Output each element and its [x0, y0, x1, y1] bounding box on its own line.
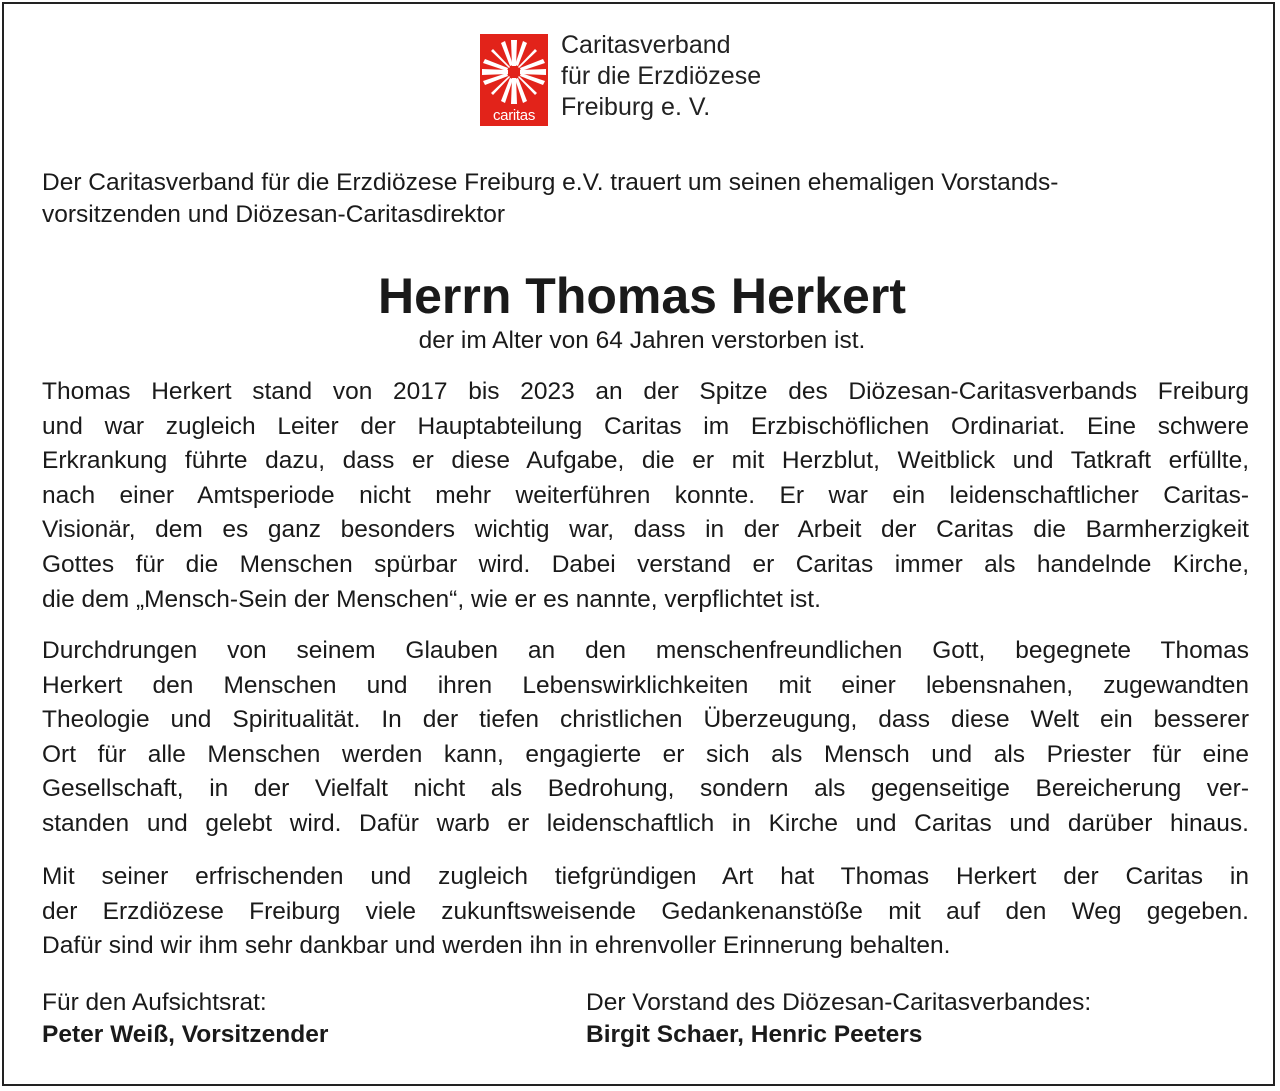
caritas-logo	[480, 34, 548, 126]
paragraph-line: nach einer Amtsperiode nicht mehr weiterführen konnte. Er war ein leidenschaftlicher Caritas-	[42, 481, 1249, 509]
intro-line: Der Caritasverband für die Erzdiözese Freiburg e.V. trauert um seinen ehemaligen Vorstands-	[42, 169, 1059, 196]
signature-role: Der Vorstand des Diözesan-Caritasverbandes:	[586, 989, 1092, 1016]
org-line: Caritasverband	[561, 31, 731, 59]
paragraph-line: Mit seiner erfrischenden und zugleich tiefgründigen Art hat Thomas Herkert der Caritas in	[42, 863, 1249, 890]
paragraph-line: Thomas Herkert stand von 2017 bis 2023 an der Spitze des Diözesan-Caritasverbands Freiburg	[42, 378, 1249, 405]
signature-board	[586, 987, 1091, 1051]
paragraph-line: Erkrankung führte dazu, dass er diese Aufgabe, die er mit Herzblut, Weitblick und Tatkraft erfüllte,	[42, 447, 1249, 475]
signature-names: Peter Weiß, Vorsitzender	[42, 1021, 329, 1048]
deceased-name: Herrn Thomas Herkert	[378, 268, 906, 324]
paragraph-line: Dafür sind wir ihm sehr dankbar und werden ihn in ehrenvoller Erinnerung behalten.	[42, 932, 951, 960]
intro-line: vorsitzenden und Diözesan-Caritasdirektor	[42, 201, 505, 228]
org-line: für die Erzdiözese	[561, 62, 762, 90]
signature-role: Für den Aufsichtsrat:	[42, 989, 267, 1016]
logo-wordmark: caritas	[492, 107, 536, 124]
paragraph-tenure	[42, 375, 1249, 617]
org-line: Freiburg e. V.	[561, 93, 711, 121]
organization-name	[561, 30, 761, 123]
paragraph-line: der Erzdiözese Freiburg viele zukunftsweisende Gedankenanstöße mit auf den Weg gegeben.	[42, 897, 1249, 925]
paragraph-line: Gottes für die Menschen spürbar wird. Dabei verstand er Caritas immer als handelnde Kirche,	[42, 550, 1249, 578]
paragraph-line: und war zugleich Leiter der Hauptabteilung Caritas im Erzbischöflichen Ordinariat. Eine schwere	[42, 412, 1249, 440]
paragraph-line: die dem „Mensch-Sein der Menschen“, wie er es nannte, verpflichtet ist.	[42, 585, 821, 613]
signature-names: Birgit Schaer, Henric Peeters	[586, 1021, 923, 1048]
intro-text	[42, 167, 1252, 231]
age-line: der im Alter von 64 Jahren verstorben ist.	[418, 327, 866, 354]
header	[480, 30, 761, 126]
paragraph-line: Herkert den Menschen und ihren Lebenswirklichkeiten mit einer lebensnahen, zugewandten	[42, 671, 1249, 699]
paragraph-faith	[42, 634, 1249, 842]
paragraph-line: Ort für alle Menschen werden kann, engagierte er sich als Mensch und als Priester für eine	[42, 740, 1249, 768]
paragraph-line: Durchdrungen von seinem Glauben an den menschenfreundlichen Gott, begegnete Thomas	[42, 637, 1249, 664]
obituary-notice	[2, 2, 1275, 1086]
paragraph-line: standen und gelebt wird. Dafür warb er leidenschaftlich in Kirche und Caritas und darüber hinaus.	[42, 809, 1249, 837]
paragraph-line: Visionär, dem es ganz besonders wichtig war, dass in der Arbeit der Caritas die Barmherzigkeit	[42, 516, 1249, 544]
signature-supervisory-board	[42, 987, 328, 1051]
paragraph-line: Theologie und Spiritualität. In der tiefen christlichen Überzeugung, dass diese Welt ein besserer	[42, 706, 1249, 734]
paragraph-thanks	[42, 860, 1249, 964]
paragraph-line: Gesellschaft, in der Vielfalt nicht als Bedrohung, sondern als gegenseitige Bereicherung ver-	[42, 775, 1249, 803]
